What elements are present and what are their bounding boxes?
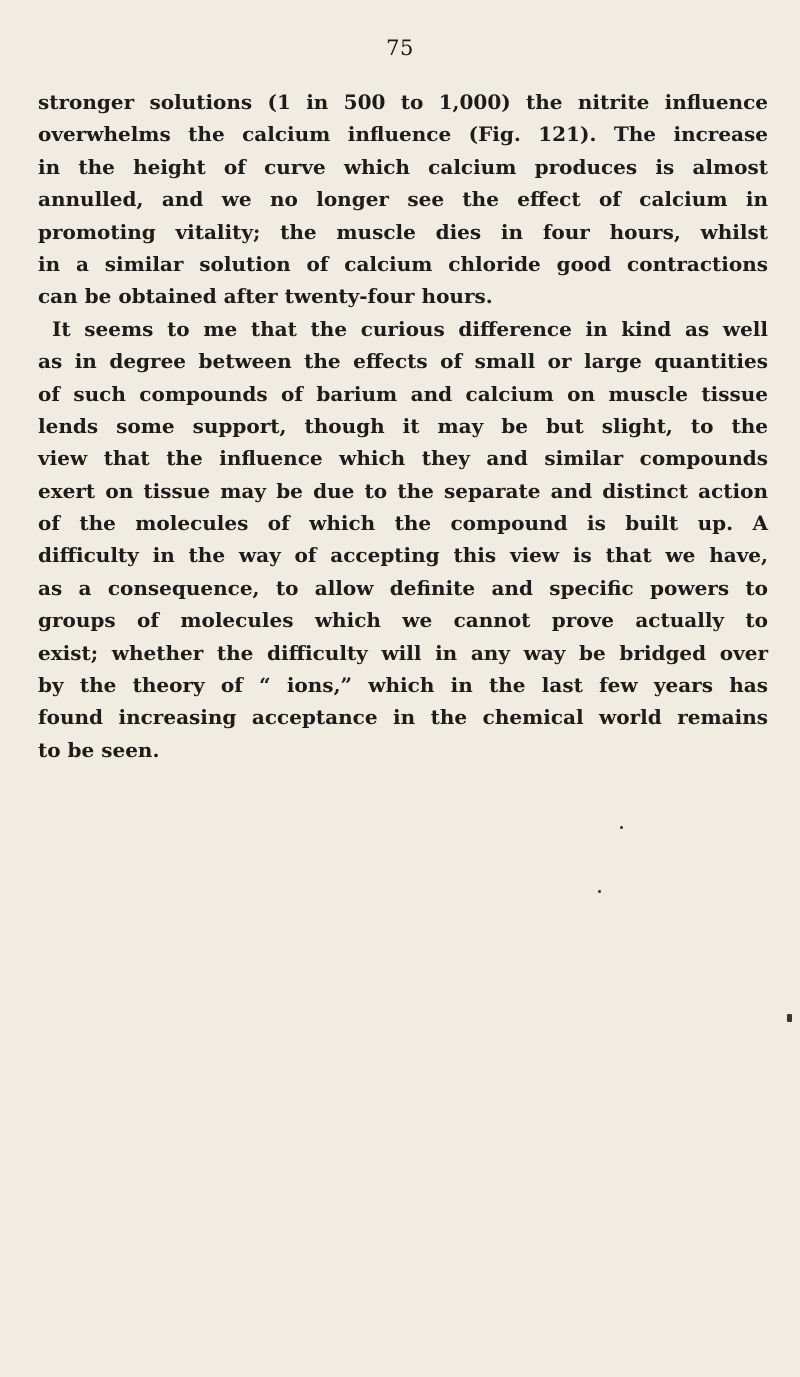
- text-line: lends some support, though it may be but slight, to the: [38, 413, 768, 438]
- text-line: as a consequence, to allow definite and specific powers to: [38, 575, 768, 600]
- text-line: as in degree between the effects of small or large quantities: [38, 349, 768, 374]
- body-text: [38, 86, 768, 766]
- text-line: exist; whether the difficulty will in any way be bridged over: [38, 640, 768, 665]
- ink-speck: [620, 826, 623, 829]
- text-line: by the theory of “ ions,” which in the last few years has: [38, 673, 768, 698]
- text-line: in a similar solution of calcium chloride good contractions: [38, 251, 768, 276]
- text-line: view that the influence which they and similar compounds: [38, 446, 768, 471]
- text-line: in the height of curve which calcium produces is almost: [38, 154, 768, 179]
- text-line: annulled, and we no longer see the effect of calcium in: [38, 187, 768, 212]
- text-line: can be obtained after twenty-four hours.: [38, 284, 493, 309]
- text-line: stronger solutions (1 in 500 to 1,000) the nitrite influence: [38, 90, 768, 114]
- text-line: exert on tissue may be due to the separate and distinct action: [38, 478, 768, 503]
- text-line: found increasing acceptance in the chemical world remains: [38, 705, 768, 730]
- text-line: difficulty in the way of accepting this view is that we have,: [38, 543, 768, 568]
- paragraph-1: [38, 86, 768, 313]
- text-line: overwhelms the calcium influence (Fig. 121). The increase: [38, 122, 768, 147]
- ink-speck: [787, 1014, 792, 1022]
- text-line: of the molecules of which the compound is built up. A: [38, 511, 768, 536]
- paragraph-2: [38, 313, 768, 766]
- text-line: to be seen.: [38, 737, 160, 762]
- page-number: 75: [386, 36, 414, 60]
- text-line: It seems to me that the curious difference in kind as well: [52, 316, 768, 341]
- text-line: of such compounds of barium and calcium on muscle tissue: [38, 381, 768, 406]
- ink-speck: [598, 890, 601, 893]
- text-line: promoting vitality; the muscle dies in four hours, whilst: [38, 219, 768, 244]
- text-line: groups of molecules which we cannot prove actually to: [38, 608, 768, 633]
